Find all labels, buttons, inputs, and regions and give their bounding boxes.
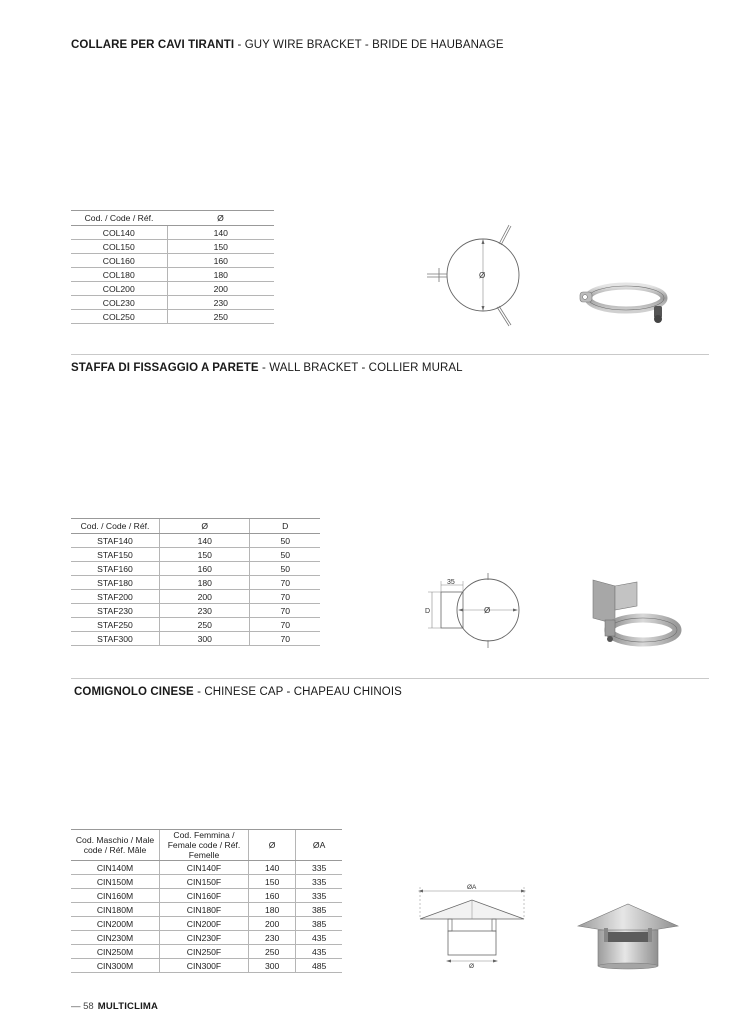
table-cell: CIN250F xyxy=(160,945,249,959)
table-row xyxy=(71,282,274,296)
table-cell: 50 xyxy=(250,562,320,576)
table-cell: 70 xyxy=(250,632,320,646)
table-cell: 70 xyxy=(250,618,320,632)
table-cell: 335 xyxy=(296,889,342,903)
diameter-label: Ø xyxy=(469,963,475,969)
table-cell: 435 xyxy=(296,945,342,959)
table-cell: 180 xyxy=(160,576,250,590)
header-diameter: Ø xyxy=(167,211,274,226)
table-cell: 180 xyxy=(167,268,274,282)
title-bold: COMIGNOLO CINESE xyxy=(74,686,194,698)
table-row xyxy=(71,590,320,604)
table-cell: 335 xyxy=(296,875,342,889)
table-row xyxy=(71,945,342,959)
table-cell: CIN160F xyxy=(160,889,249,903)
section-title-guy-wire-bracket xyxy=(71,39,504,51)
table-cell: 385 xyxy=(296,903,342,917)
table-cell: COL250 xyxy=(71,310,167,324)
table-cell: 230 xyxy=(249,931,296,945)
table-body xyxy=(71,861,342,973)
table-row xyxy=(71,632,320,646)
outer-diameter-label: ØA xyxy=(467,884,477,891)
header-code: Cod. / Code / Réf. xyxy=(71,211,167,226)
table-row xyxy=(71,889,342,903)
table-cell: CIN150F xyxy=(160,875,249,889)
table-cell: CIN200M xyxy=(71,917,160,931)
table-cell: 150 xyxy=(249,875,296,889)
table-header-row xyxy=(71,830,342,861)
table-cell: 200 xyxy=(249,917,296,931)
guy-wire-bracket-photo xyxy=(576,276,676,324)
table-row xyxy=(71,268,274,282)
table-header-row xyxy=(71,211,274,226)
table-cell: 140 xyxy=(160,534,250,548)
table-cell: COL160 xyxy=(71,254,167,268)
table-row xyxy=(71,296,274,310)
diameter-label: Ø xyxy=(484,606,491,615)
table-cell: 70 xyxy=(250,576,320,590)
table-cell: 160 xyxy=(160,562,250,576)
header-diameter-a: ØA xyxy=(296,830,342,861)
diameter-label: Ø xyxy=(479,271,486,280)
title-rest: - WALL BRACKET - COLLIER MURAL xyxy=(258,362,463,374)
table-cell: CIN180F xyxy=(160,903,249,917)
table-row xyxy=(71,576,320,590)
wall-bracket-photo xyxy=(583,576,683,650)
table-cell: COL150 xyxy=(71,240,167,254)
title-rest: - CHINESE CAP - CHAPEAU CHINOIS xyxy=(193,686,402,698)
title-rest: - GUY WIRE BRACKET - BRIDE DE HAUBANAGE xyxy=(234,39,504,51)
table-cell: 250 xyxy=(167,310,274,324)
table-cell: 300 xyxy=(160,632,250,646)
section-divider xyxy=(71,354,709,355)
table-body xyxy=(71,534,320,646)
table-cell: CIN300F xyxy=(160,959,249,973)
table-cell: 250 xyxy=(160,618,250,632)
table-cell: STAF160 xyxy=(71,562,160,576)
table-cell: CIN140M xyxy=(71,861,160,875)
table-row xyxy=(71,226,274,240)
d-label: D xyxy=(425,608,431,615)
chinese-cap-table xyxy=(71,829,342,973)
page-number: — 58 xyxy=(71,1001,94,1012)
chinese-cap-photo xyxy=(576,900,680,970)
page-footer xyxy=(71,1001,158,1012)
guy-wire-bracket-diagram xyxy=(425,222,530,327)
table-body xyxy=(71,226,274,324)
table-cell: 435 xyxy=(296,931,342,945)
table-row xyxy=(71,903,342,917)
table-cell: COL140 xyxy=(71,226,167,240)
table-header-row xyxy=(71,519,320,534)
table-cell: 160 xyxy=(167,254,274,268)
brand-name: MULTICLIMA xyxy=(97,1001,159,1012)
table-cell: 140 xyxy=(167,226,274,240)
table-cell: 70 xyxy=(250,590,320,604)
header-d: D xyxy=(250,519,320,534)
table-cell: 300 xyxy=(249,959,296,973)
table-row xyxy=(71,548,320,562)
table-cell: 385 xyxy=(296,917,342,931)
table-cell: CIN300M xyxy=(71,959,160,973)
header-male-code: Cod. Maschio / Male code / Réf. Mâle xyxy=(71,830,160,861)
table-row xyxy=(71,618,320,632)
table-cell: 250 xyxy=(249,945,296,959)
table-cell: STAF140 xyxy=(71,534,160,548)
table-cell: 50 xyxy=(250,534,320,548)
table-cell: 70 xyxy=(250,604,320,618)
table-cell: 335 xyxy=(296,861,342,875)
table-cell: COL200 xyxy=(71,282,167,296)
guy-wire-bracket-table xyxy=(71,210,274,324)
table-row xyxy=(71,917,342,931)
table-cell: COL180 xyxy=(71,268,167,282)
table-cell: STAF250 xyxy=(71,618,160,632)
table-cell: CIN160M xyxy=(71,889,160,903)
table-cell: 180 xyxy=(249,903,296,917)
table-row xyxy=(71,310,274,324)
table-cell: 485 xyxy=(296,959,342,973)
table-row xyxy=(71,562,320,576)
table-row xyxy=(71,604,320,618)
wall-bracket-diagram xyxy=(418,572,530,650)
table-cell: COL230 xyxy=(71,296,167,310)
table-cell: 160 xyxy=(249,889,296,903)
table-row xyxy=(71,861,342,875)
section-title-chinese-cap xyxy=(74,686,402,698)
table-cell: STAF150 xyxy=(71,548,160,562)
table-cell: STAF300 xyxy=(71,632,160,646)
header-female-code: Cod. Femmina / Female code / Réf. Femelle xyxy=(160,830,249,861)
section-title-wall-bracket xyxy=(71,362,463,374)
table-cell: 200 xyxy=(167,282,274,296)
table-cell: 230 xyxy=(160,604,250,618)
table-cell: 50 xyxy=(250,548,320,562)
table-cell: CIN200F xyxy=(160,917,249,931)
table-cell: CIN140F xyxy=(160,861,249,875)
table-cell: STAF200 xyxy=(71,590,160,604)
section-divider xyxy=(71,678,709,679)
title-bold: COLLARE PER CAVI TIRANTI xyxy=(71,39,235,51)
table-row xyxy=(71,534,320,548)
header-diameter: Ø xyxy=(160,519,250,534)
header-diameter: Ø xyxy=(249,830,296,861)
table-row xyxy=(71,254,274,268)
table-cell: CIN230F xyxy=(160,931,249,945)
table-cell: STAF230 xyxy=(71,604,160,618)
table-cell: 230 xyxy=(167,296,274,310)
table-row xyxy=(71,240,274,254)
table-cell: CIN180M xyxy=(71,903,160,917)
table-cell: CIN250M xyxy=(71,945,160,959)
chinese-cap-diagram xyxy=(414,883,530,969)
wall-bracket-table xyxy=(71,518,320,646)
header-code: Cod. / Code / Réf. xyxy=(71,519,160,534)
table-cell: STAF180 xyxy=(71,576,160,590)
table-cell: CIN230M xyxy=(71,931,160,945)
table-cell: 150 xyxy=(167,240,274,254)
table-cell: CIN150M xyxy=(71,875,160,889)
table-row xyxy=(71,959,342,973)
table-cell: 200 xyxy=(160,590,250,604)
offset-label: 35 xyxy=(447,579,455,586)
table-row xyxy=(71,875,342,889)
table-row xyxy=(71,931,342,945)
table-cell: 140 xyxy=(249,861,296,875)
title-bold: STAFFA DI FISSAGGIO A PARETE xyxy=(71,362,259,374)
table-cell: 150 xyxy=(160,548,250,562)
